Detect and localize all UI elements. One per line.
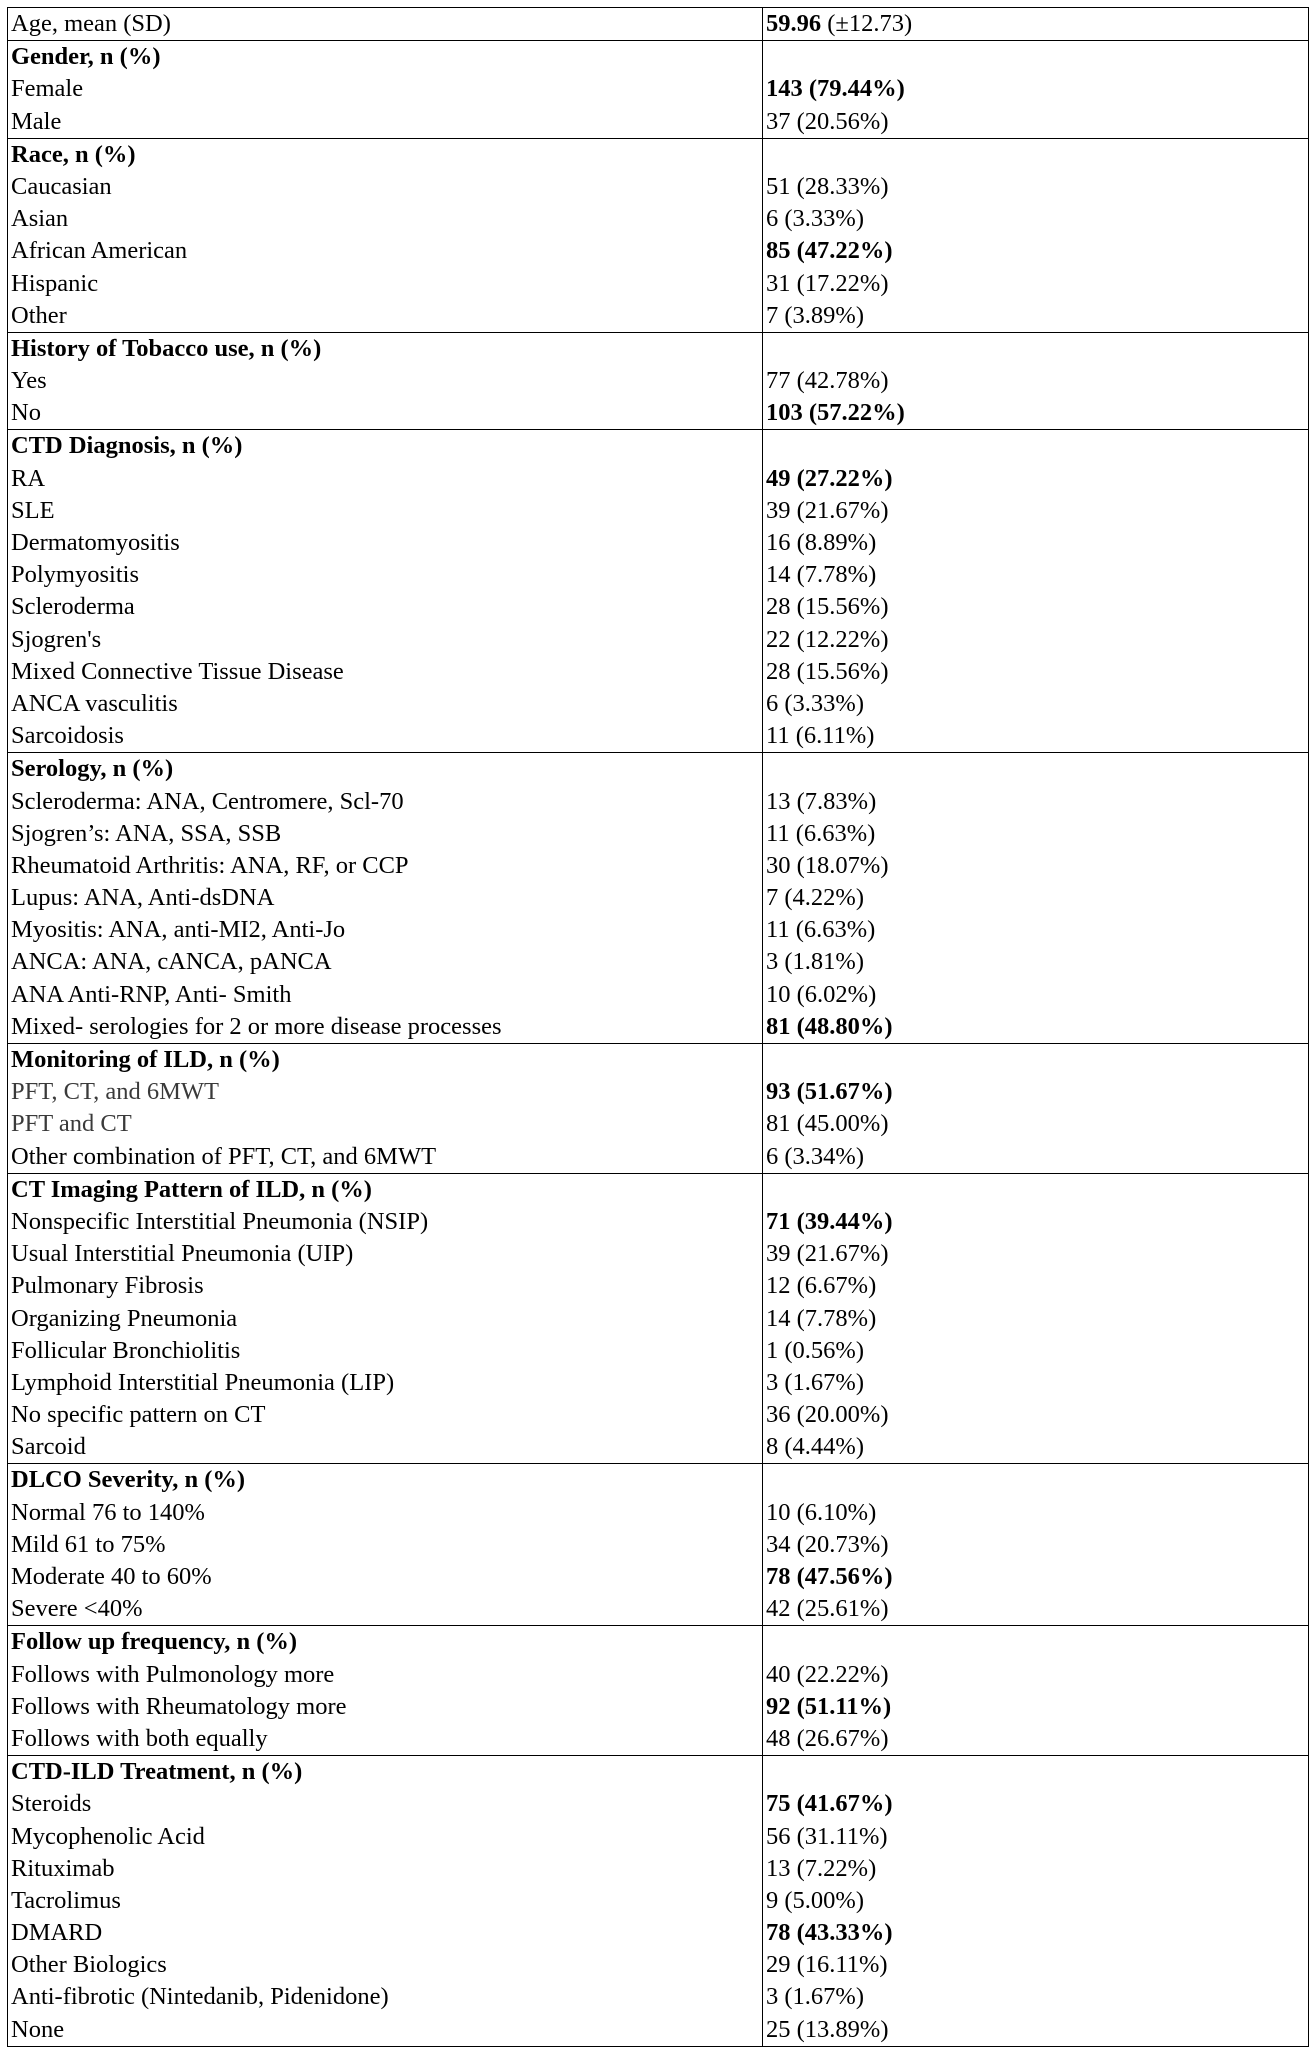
section-value-cell — [763, 332, 1309, 430]
row-value: 81 (48.80%) — [766, 1012, 893, 1040]
row-label: Mycophenolic Acid — [11, 1822, 205, 1850]
row-label: Lupus: ANA, Anti-dsDNA — [11, 884, 275, 912]
section-header: CTD Diagnosis, n (%) — [11, 432, 243, 460]
row-value: 39 (21.67%) — [766, 496, 889, 524]
row-label: Polymyositis — [11, 561, 139, 589]
row-label: Rituximab — [11, 1854, 115, 1882]
row-value: 51 (28.33%) — [766, 172, 889, 200]
row-value: 81 (45.00%) — [766, 1110, 889, 1138]
row-label: DMARD — [11, 1919, 103, 1947]
row-label: Pulmonary Fibrosis — [11, 1272, 204, 1300]
section-header-value-blank — [766, 139, 1308, 171]
section-header: Race, n (%) — [11, 140, 136, 168]
row-label: Mild 61 to 75% — [11, 1530, 166, 1558]
row-label: SLE — [11, 496, 55, 524]
table-section — [8, 138, 1309, 332]
row-label: Rheumatoid Arthritis: ANA, RF, or CCP — [11, 851, 409, 879]
section-label-cell — [8, 753, 763, 1044]
row-value: 75 (41.67%) — [766, 1790, 893, 1818]
row-value: 28 (15.56%) — [766, 657, 889, 685]
age-sd: (±12.73) — [821, 10, 913, 37]
row-label: Caucasian — [11, 172, 112, 200]
document-page — [7, 7, 1308, 2047]
section-value-cell — [763, 753, 1309, 1044]
row-value: 6 (3.33%) — [766, 205, 864, 233]
row-value: 6 (3.33%) — [766, 689, 864, 717]
row-value: 28 (15.56%) — [766, 593, 889, 621]
section-value-cell — [763, 1756, 1309, 2047]
row-value: 13 (7.22%) — [766, 1854, 877, 1882]
row-value: 10 (6.02%) — [766, 980, 877, 1008]
section-label-cell — [8, 1756, 763, 2047]
row-value: 77 (42.78%) — [766, 367, 889, 395]
section-header-value-blank — [766, 41, 1308, 73]
row-value: 93 (51.67%) — [766, 1078, 893, 1106]
row-label: Other combination of PFT, CT, and 6MWT — [11, 1142, 437, 1170]
row-value: 14 (7.78%) — [766, 1304, 877, 1332]
section-label-cell — [8, 430, 763, 753]
section-header-value-blank — [766, 753, 1308, 785]
row-value: 31 (17.22%) — [766, 269, 889, 297]
row-value: 25 (13.89%) — [766, 2015, 889, 2043]
row-value: 30 (18.07%) — [766, 851, 889, 879]
row-value: 11 (6.63%) — [766, 916, 876, 944]
row-label: ANA Anti-RNP, Anti- Smith — [11, 980, 292, 1008]
row-label: Sjogren's — [11, 625, 102, 653]
row-value: 6 (3.34%) — [766, 1142, 864, 1170]
table-section — [8, 753, 1309, 1044]
row-value: 36 (20.00%) — [766, 1401, 889, 1429]
table-section — [8, 1044, 1309, 1174]
row-label: Other Biologics — [11, 1951, 167, 1979]
row-value: 29 (16.11%) — [766, 1951, 888, 1979]
row-value: 39 (21.67%) — [766, 1240, 889, 1268]
section-header: CT Imaging Pattern of ILD, n (%) — [11, 1175, 372, 1203]
row-label: Yes — [11, 367, 47, 395]
section-value-cell — [763, 430, 1309, 753]
age-value — [766, 8, 1308, 40]
row-label: Anti-fibrotic (Nintedanib, Pidenidone) — [11, 1983, 389, 2011]
table-section — [8, 332, 1309, 430]
row-label: Follows with Pulmonology more — [11, 1660, 335, 1688]
section-value-cell — [763, 1626, 1309, 1756]
row-value: 10 (6.10%) — [766, 1498, 877, 1526]
section-header: CTD-ILD Treatment, n (%) — [11, 1758, 303, 1786]
row-value: 3 (1.67%) — [766, 1983, 864, 2011]
section-label-cell — [8, 1626, 763, 1756]
row-label: Female — [11, 75, 84, 103]
row-label: No — [11, 399, 41, 427]
section-value-cell — [763, 1173, 1309, 1464]
row-value: 103 (57.22%) — [766, 399, 905, 427]
row-value: 7 (3.89%) — [766, 301, 864, 329]
row-value: 78 (43.33%) — [766, 1919, 893, 1947]
section-header-value-blank — [766, 1626, 1308, 1658]
row-value: 14 (7.78%) — [766, 561, 877, 589]
row-value: 49 (27.22%) — [766, 464, 893, 492]
section-header: DLCO Severity, n (%) — [11, 1466, 246, 1494]
section-label-cell — [8, 332, 763, 430]
row-label: Myositis: ANA, anti-MI2, Anti-Jo — [11, 916, 346, 944]
row-label: Scleroderma: ANA, Centromere, Scl-70 — [11, 787, 404, 815]
row-value: 85 (47.22%) — [766, 237, 893, 265]
section-label-cell — [8, 1464, 763, 1626]
table-section — [8, 1173, 1309, 1464]
row-value: 9 (5.00%) — [766, 1886, 864, 1914]
row-label: PFT and CT — [11, 1110, 132, 1138]
row-value: 92 (51.11%) — [766, 1692, 892, 1720]
row-label: ANCA: ANA, cANCA, pANCA — [11, 948, 332, 976]
section-header-value-blank — [766, 1044, 1308, 1076]
row-label: Mixed- serologies for 2 or more disease processes — [11, 1012, 502, 1040]
section-label-cell — [8, 138, 763, 332]
row-label: Other — [11, 301, 67, 329]
row-label: None — [11, 2015, 65, 2043]
row-value: 37 (20.56%) — [766, 107, 889, 135]
section-value-cell — [763, 41, 1309, 139]
row-value: 78 (47.56%) — [766, 1563, 893, 1590]
age-label-cell — [8, 8, 763, 41]
row-label: Scleroderma — [11, 593, 135, 621]
row-label: Follows with both equally — [11, 1724, 268, 1752]
row-label: Sarcoidosis — [11, 722, 124, 750]
row-value: 42 (25.61%) — [766, 1595, 889, 1623]
row-label: Normal 76 to 140% — [11, 1498, 205, 1526]
row-value: 1 (0.56%) — [766, 1336, 864, 1364]
row-label: Asian — [11, 205, 69, 233]
row-label: Lymphoid Interstitial Pneumonia (LIP) — [11, 1368, 395, 1396]
row-label: Usual Interstitial Pneumonia (UIP) — [11, 1240, 354, 1268]
table-body — [8, 8, 1309, 2047]
row-label: No specific pattern on CT — [11, 1401, 266, 1429]
row-value: 22 (12.22%) — [766, 625, 889, 653]
demographics-table — [7, 7, 1309, 2047]
table-section — [8, 1626, 1309, 1756]
row-value: 143 (79.44%) — [766, 75, 905, 103]
row-value: 3 (1.81%) — [766, 948, 864, 976]
row-value: 40 (22.22%) — [766, 1660, 889, 1688]
row-value: 12 (6.67%) — [766, 1272, 877, 1300]
row-value: 11 (6.63%) — [766, 819, 876, 847]
row-label: PFT, CT, and 6MWT — [11, 1078, 220, 1106]
age-label: Age, mean (SD) — [11, 10, 171, 37]
row-label: Male — [11, 107, 62, 135]
row-label: Organizing Pneumonia — [11, 1304, 238, 1332]
row-label: ANCA vasculitis — [11, 689, 178, 717]
row-label: Tacrolimus — [11, 1886, 121, 1914]
row-label: Follows with Rheumatology more — [11, 1692, 347, 1720]
table-section — [8, 41, 1309, 139]
row-label: African American — [11, 237, 188, 265]
row-label: Severe <40% — [11, 1595, 143, 1623]
section-value-cell — [763, 1464, 1309, 1626]
row-label: RA — [11, 464, 46, 492]
section-header: Gender, n (%) — [11, 43, 161, 71]
row-label: Steroids — [11, 1790, 92, 1818]
section-header-value-blank — [766, 1464, 1308, 1496]
table-section — [8, 1756, 1309, 2047]
section-header-value-blank — [766, 1174, 1308, 1206]
row-value: 11 (6.11%) — [766, 722, 875, 750]
row-label: Mixed Connective Tissue Disease — [11, 657, 344, 685]
row-value: 48 (26.67%) — [766, 1724, 889, 1752]
section-label-cell — [8, 1044, 763, 1174]
row-value: 34 (20.73%) — [766, 1530, 889, 1558]
section-label-cell — [8, 1173, 763, 1464]
row-value: 16 (8.89%) — [766, 529, 877, 556]
row-value: 71 (39.44%) — [766, 1207, 893, 1235]
age-mean: 59.96 — [766, 10, 822, 37]
row-value: 56 (31.11%) — [766, 1822, 888, 1850]
table-row-age — [8, 8, 1309, 41]
age-value-cell — [763, 8, 1309, 41]
section-header: History of Tobacco use, n (%) — [11, 334, 322, 362]
row-value: 13 (7.83%) — [766, 787, 877, 815]
row-label: Sjogren’s: ANA, SSA, SSB — [11, 819, 282, 847]
section-header-value-blank — [766, 333, 1308, 365]
section-label-cell — [8, 41, 763, 139]
section-header: Follow up frequency, n (%) — [11, 1628, 298, 1656]
section-value-cell — [763, 138, 1309, 332]
row-value: 8 (4.44%) — [766, 1433, 864, 1461]
row-value: 3 (1.67%) — [766, 1368, 864, 1396]
row-label: Moderate 40 to 60% — [11, 1563, 212, 1590]
table-section — [8, 1464, 1309, 1626]
section-header: Serology, n (%) — [11, 755, 174, 783]
row-label: Follicular Bronchiolitis — [11, 1336, 241, 1364]
section-header-value-blank — [766, 1756, 1308, 1788]
row-value: 7 (4.22%) — [766, 884, 864, 912]
section-value-cell — [763, 1044, 1309, 1174]
row-label: Hispanic — [11, 269, 99, 297]
row-label: Sarcoid — [11, 1433, 86, 1461]
section-header-value-blank — [766, 430, 1308, 462]
row-label: Dermatomyositis — [11, 529, 180, 556]
row-label: Nonspecific Interstitial Pneumonia (NSIP) — [11, 1207, 429, 1235]
section-header: Monitoring of ILD, n (%) — [11, 1046, 280, 1073]
table-section — [8, 430, 1309, 753]
